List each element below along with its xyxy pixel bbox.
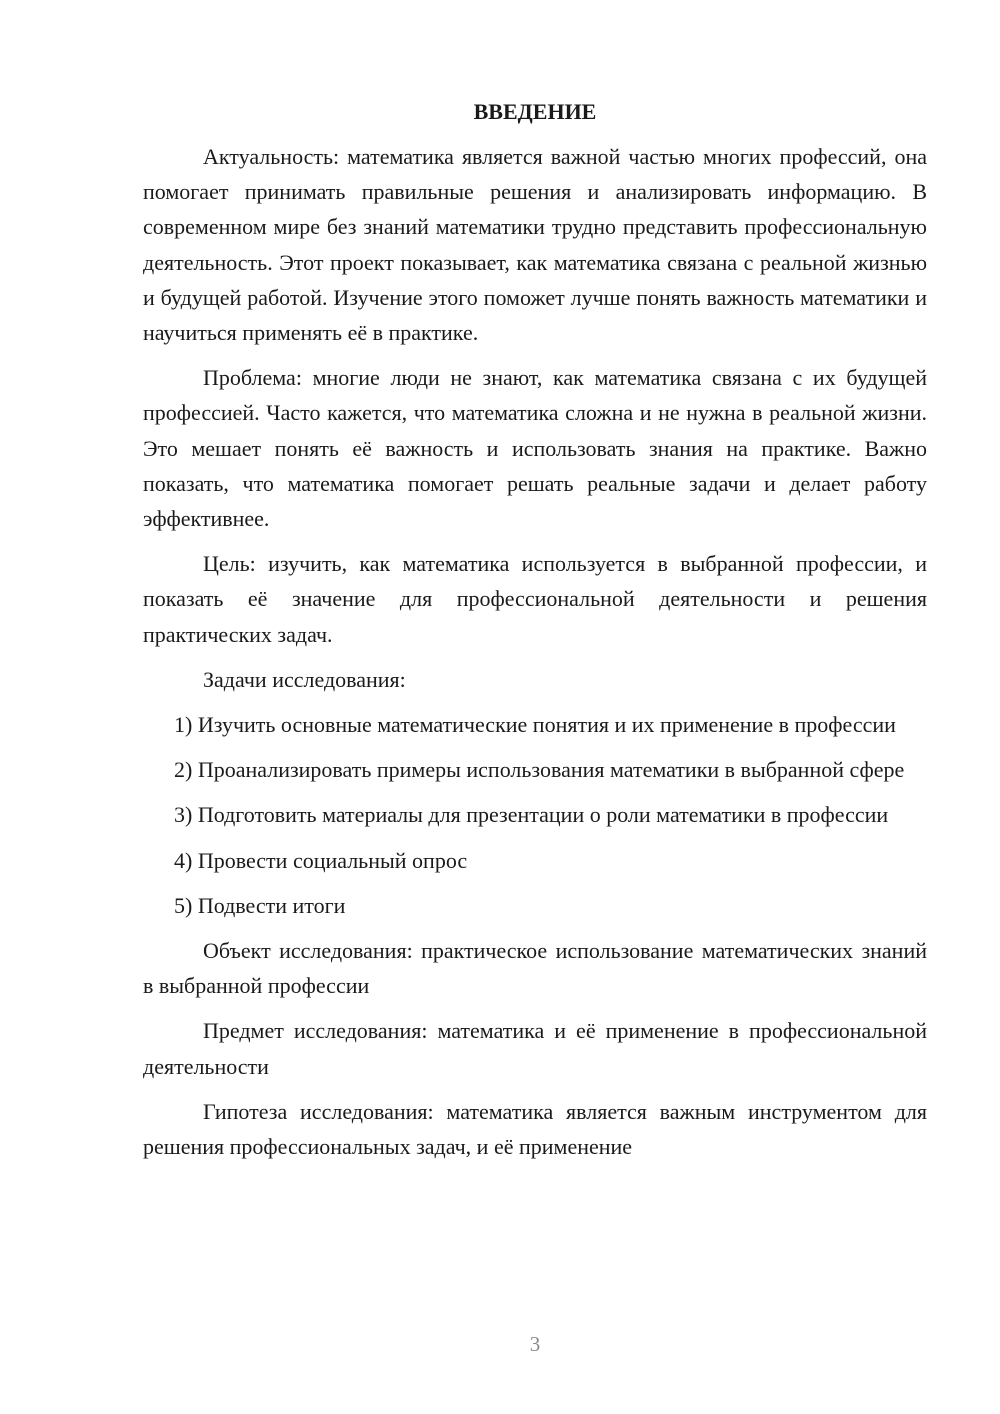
task-item-4: 4) Провести социальный опрос xyxy=(174,847,468,873)
task-item-5: 5) Подвести итоги xyxy=(174,892,346,918)
hypothesis-paragraph: Гипотеза исследования: математика является важным инструментом для решения профессиональных задач, и её применение xyxy=(143,1098,927,1160)
relevance-paragraph: Актуальность: математика является важной частью многих профессий, она помогает принимать правильные решения и анализировать информацию. В современном мире без знаний математики трудно представить профессиональную деятельность. Этот проект показывает, как математика связана с реальной жизнью и будущей работой. Изучение этого поможет лучше понять важность математики и научиться применять её в практике. xyxy=(143,144,927,346)
page-content xyxy=(143,94,927,1174)
task-item-3: 3) Подготовить материалы для презентации о роли математики в профессии xyxy=(174,802,889,828)
object-paragraph: Объект исследования: практическое использование математических знаний в выбранной профессии xyxy=(143,938,927,999)
subject-paragraph: Предмет исследования: математика и её применение в профессиональной деятельности xyxy=(143,1018,927,1079)
page-number: 3 xyxy=(529,1332,541,1356)
problem-paragraph: Проблема: многие люди не знают, как математика связана с их будущей профессией. Часто кажется, что математика сложна и не нужна в реальной жизни. Это мешает понять её важность и использовать знания на практике. Важно показать, что математика помогает решать реальные задачи и делает работу эффективнее. xyxy=(143,365,927,532)
task-item-1: 1) Изучить основные математические понятия и их применение в профессии xyxy=(174,712,896,738)
goal-paragraph: Цель: изучить, как математика используется в выбранной профессии, и показать её значение для профессиональной деятельности и решения практических задач. xyxy=(143,551,927,647)
section-heading: ВВЕДЕНИЕ xyxy=(473,99,597,124)
task-item-2: 2) Проанализировать примеры использования математики в выбранной сфере xyxy=(174,757,905,783)
tasks-title: Задачи исследования: xyxy=(203,666,406,692)
